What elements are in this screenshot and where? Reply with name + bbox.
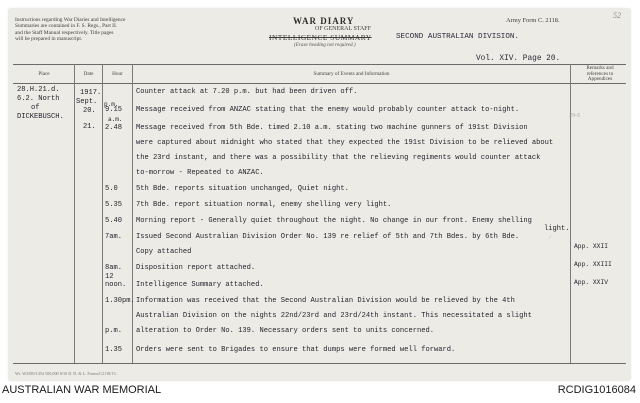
table-top-rule xyxy=(13,64,626,65)
entry-text: Australian Division on the nights 22nd/23rd and 23rd/24th instant. This necessitated a slight xyxy=(136,312,532,320)
column-divider xyxy=(102,64,103,363)
remarks-header-line: Remarks and xyxy=(586,65,614,71)
instructions-line: Summaries are contained in F. S. Regs., Part II. xyxy=(15,23,118,30)
army-form-number: Army Form C. 2118. xyxy=(506,17,560,24)
table-bottom-rule xyxy=(13,363,626,364)
col-header-summary: Summary of Events and Information xyxy=(313,71,390,77)
remarks-header-line: references to xyxy=(586,70,614,77)
form-print-strip: Wt. W2589/1454 500,000 8/16 D. D. & L. Forms/C2118/13. xyxy=(15,371,117,376)
column-divider xyxy=(570,64,571,363)
entry-text: 7th Bde. report situation normal, enemy shelling very light. xyxy=(136,201,392,209)
handwritten-note: / xyxy=(549,235,551,241)
handwritten-page-number: 52 xyxy=(613,11,621,20)
instructions-block xyxy=(15,17,125,43)
entry-time: p.m. xyxy=(105,327,123,335)
entry-time: 5.40 xyxy=(105,217,123,225)
entry-time: 12 xyxy=(105,273,114,281)
entry-text: 5th Bde. reports situation unchanged, Quiet night. xyxy=(136,185,349,193)
entry-time: 9.15 xyxy=(105,106,123,114)
entry-time: 2.48 xyxy=(105,124,123,132)
place-text: 6.2. North xyxy=(17,95,60,103)
column-divider xyxy=(132,64,133,363)
appendix-reference: App. XXII xyxy=(574,243,609,250)
col-header-hour: Hour xyxy=(112,71,123,77)
am-mark: a.m. xyxy=(108,116,123,123)
entry-text: light. xyxy=(544,225,570,233)
entry-text: Counter attack at 7.20 p.m. but had been driven off. xyxy=(136,88,358,96)
entry-text: Copy attached xyxy=(136,248,192,256)
entry-time: noon. xyxy=(105,281,127,289)
appendix-reference: App. XXIV xyxy=(574,279,609,286)
col-header-remarks xyxy=(571,66,629,83)
struck-summary-label: INTELLIGENCE SUMMARY xyxy=(269,33,372,42)
entry-text: Intelligence Summary attached. xyxy=(136,281,264,289)
date-year: 1917. xyxy=(80,89,102,97)
division-name: SECOND AUSTRALIAN DIVISION. xyxy=(396,33,520,41)
entry-text: the 23rd instant, and there was a possibility that the relieving regiments would counter attack xyxy=(136,154,541,162)
instructions-line: and the Staff Manual respectively. Title pages xyxy=(15,29,114,36)
entry-text: Information was received that the Second Australian Division would be relieved by the 4th xyxy=(136,297,515,305)
entry-text: Orders were sent to Brigades to ensure that dumps were formed well forward. xyxy=(136,346,456,354)
archive-credit: AUSTRALIAN WAR MEMORIAL xyxy=(2,384,162,396)
entry-text: Issued Second Australian Division Order No. 139 re relief of 5th and 7th Bdes. by 6th Bde. xyxy=(136,233,520,241)
handwritten-note: 29-S xyxy=(569,113,580,119)
instructions-line: will be prepared in manuscript. xyxy=(15,36,83,43)
diary-title: WAR DIARY xyxy=(293,16,355,26)
entry-time: 8am. xyxy=(105,264,123,272)
col-header-date: Date xyxy=(83,71,94,77)
archive-reference: RCDIG1016084 xyxy=(557,384,636,396)
entry-time: 7am. xyxy=(105,233,123,241)
entry-text: to-morrow - Repeated to ANZAC. xyxy=(136,169,264,177)
remarks-header-line: Appendices xyxy=(587,76,613,83)
entry-time: 5.0 xyxy=(105,185,118,193)
header-bottom-rule xyxy=(13,83,626,84)
col-header-place: Place xyxy=(38,71,50,77)
erase-note: (Erase heading not required.) xyxy=(294,42,356,48)
date-month: Sept. xyxy=(76,98,98,106)
appendix-reference: App. XXIII xyxy=(574,261,612,268)
pm-mark: p.m. xyxy=(104,101,119,108)
entry-text: Disposition report attached. xyxy=(136,264,256,272)
entry-time: 5.35 xyxy=(105,201,123,209)
place-text: DICKEBUSCH. xyxy=(17,113,64,121)
entry-text: Message received from 5th Bde. timed 2.10 a.m. stating two machine gunners of 191st Division xyxy=(136,124,528,132)
instructions-line: Instructions regarding War Diaries and Intelligence xyxy=(15,17,126,23)
entry-time: 1.35 xyxy=(105,346,123,354)
date-day: 20. xyxy=(83,107,96,115)
general-staff-label: OF GENERAL STAFF xyxy=(315,26,371,32)
column-divider xyxy=(74,64,75,363)
entry-text: Morning report - Generally quiet throughout the night. No change in our front. Enemy shelling xyxy=(136,217,532,225)
entry-time: 1.30pm. xyxy=(105,297,135,305)
volume-page: Vol. XIV. Page 20. xyxy=(476,55,561,63)
entry-text: were captured about midnight who stated that they expected the 191st Division to be relieved about xyxy=(136,139,554,147)
place-text: 28.H.21.d. xyxy=(17,86,60,94)
entry-text: alteration to Order No. 139. Necessary orders sent to units concerned. xyxy=(136,327,434,335)
entry-text: Message received from ANZAC stating that the enemy would probably counter attack to-night. xyxy=(136,106,520,114)
war-diary-page xyxy=(9,9,630,380)
date-day: 21. xyxy=(83,123,96,131)
place-text: of xyxy=(31,104,40,112)
